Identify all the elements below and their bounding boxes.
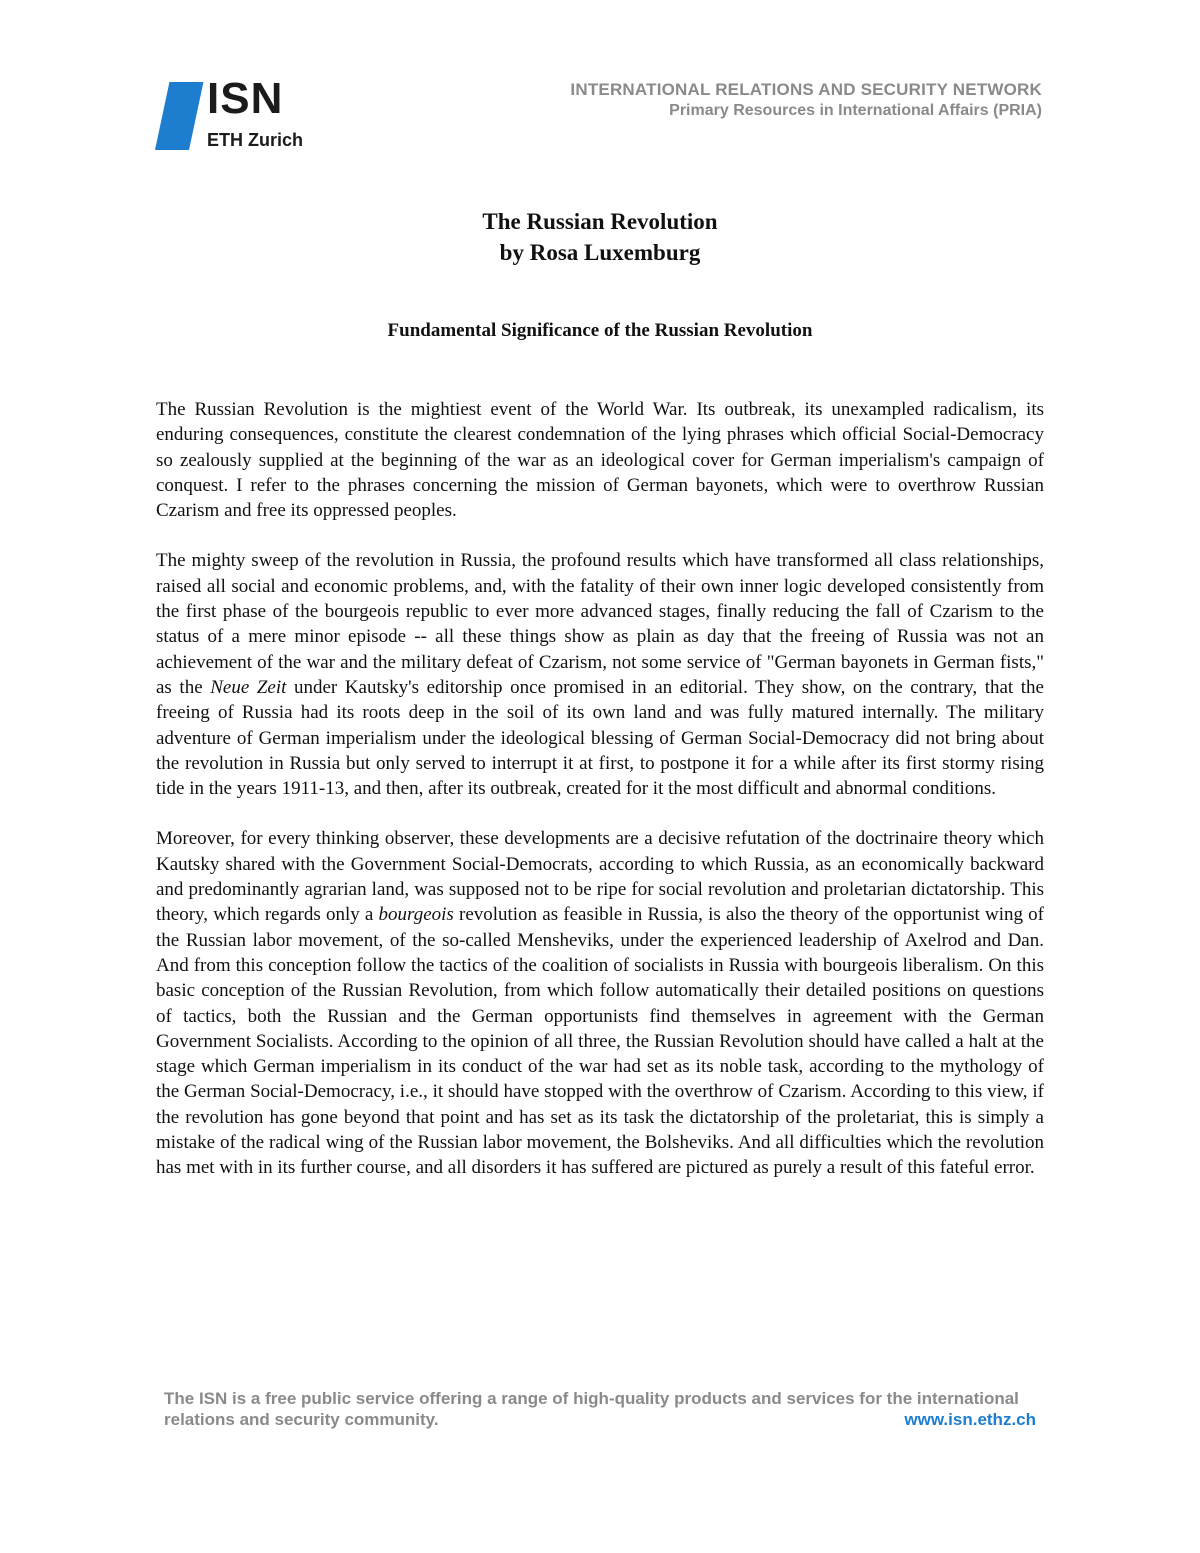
network-subtitle: Primary Resources in International Affairs (PRIA) [669, 102, 1042, 119]
document-author: by Rosa Luxemburg [499, 240, 701, 265]
paragraph-3-text-a: Moreover, for every thinking observer, these developments are a decisive refutation of the doctrinaire theory which Kautsky shared with the Government Social-Democrats, according to which Russia, as an economically backward and predominantly agrarian land, was supposed not to be ripe for social revolution and proletarian dictatorship. This theory, which regards only a [156, 828, 1044, 926]
paragraph-2-text-a: The mighty sweep of the revolution in Russia, the profound results which have transformed all class relationships, raised all social and economic problems, and, with the fatality of their own inner logic developed consistently from the first phase of the bourgeois republic to ever more advanced stages, finally reducing the fall of Czarism to the status of a mere minor episode -- all these things show as plain as day that the freeing of Russia was not an achievement of the war and the military defeat of Czarism, not some service of "German bayonets in German fists," as the [156, 550, 1044, 698]
section-heading: Fundamental Significance of the Russian Revolution [387, 320, 813, 341]
network-title: INTERNATIONAL RELATIONS AND SECURITY NETWORK [570, 80, 1042, 99]
paragraph-3-italic: bourgeois [378, 904, 454, 926]
paragraph-2-text-b: under Kautsky's editorship once promised in an editorial. They show, on the contrary, that the freeing of Russia had its roots deep in the soil of its own land and was fully matured internally. The military adventure of German imperialism under the ideological blessing of German Social-Democracy did not bring about the revolution in Russia but only served to interrupt it at first, to postpone it for a while after its first stormy rising tide in the years 1911-13, and then, after its outbreak, created for it the most difficult and abnormal conditions. [156, 676, 1044, 800]
logo-text: ISN [207, 74, 284, 123]
logo-slash-icon [155, 82, 203, 150]
network-header [570, 80, 1042, 120]
document-body [156, 397, 1044, 1206]
paragraph-3-text-b: revolution as feasible in Russia, is also the theory of the opportunist wing of the Russian labor movement, of the so-called Mensheviks, under the experienced leadership of Axelrod and Dan. And from this conception follow the tactics of the coalition of socialists in Russia with bourgeois liberalism. On this basic conception of the Russian Revolution, from which follow automatically their detailed positions on questions of tactics, both the Russian and the German opportunists find themselves in agreement with the German Government Socialists. According to the opinion of all three, the Russian Revolution should have called a halt at the stage which German imperialism in its conduct of the war had set as its noble task, according to the mythology of the German Social-Democracy, i.e., it should have stopped with the overthrow of Czarism. According to this view, if the revolution has gone beyond that point and has set as its task the dictatorship of the proletariat, this is simply a mistake of the radical wing of the Russian labor movement, the Bolsheviks. And all difficulties which the revolution has met with in its further course, and all disorders it has suffered are pictured as purely a result of this fateful error. [156, 904, 1044, 1179]
footer-line-2: relations and security community. [164, 1410, 439, 1429]
paragraph-1: The Russian Revolution is the mightiest event of the World War. Its outbreak, its unexampled radicalism, its enduring consequences, constitute the clearest condemnation of the lying phrases which official Social-Democracy so zealously supplied at the beginning of the war as an ideological cover for German imperialism's campaign of conquest. I refer to the phrases concerning the mission of German bayonets, which were to overthrow Russian Czarism and free its oppressed peoples. [156, 399, 1044, 522]
logo-subtext: ETH Zurich [207, 130, 304, 150]
footer-line-1: The ISN is a free public service offering a range of high-quality products and services for the international [164, 1389, 1019, 1408]
footer-url-link[interactable]: www.isn.ethz.ch [904, 1410, 1036, 1429]
isn-logo [155, 74, 305, 152]
paragraph-3 [156, 826, 1044, 1180]
paragraph-2 [156, 548, 1044, 801]
paragraph-2-italic: Neue Zeit [210, 676, 287, 698]
document-title: The Russian Revolution [482, 209, 718, 234]
page-footer [164, 1388, 1036, 1430]
